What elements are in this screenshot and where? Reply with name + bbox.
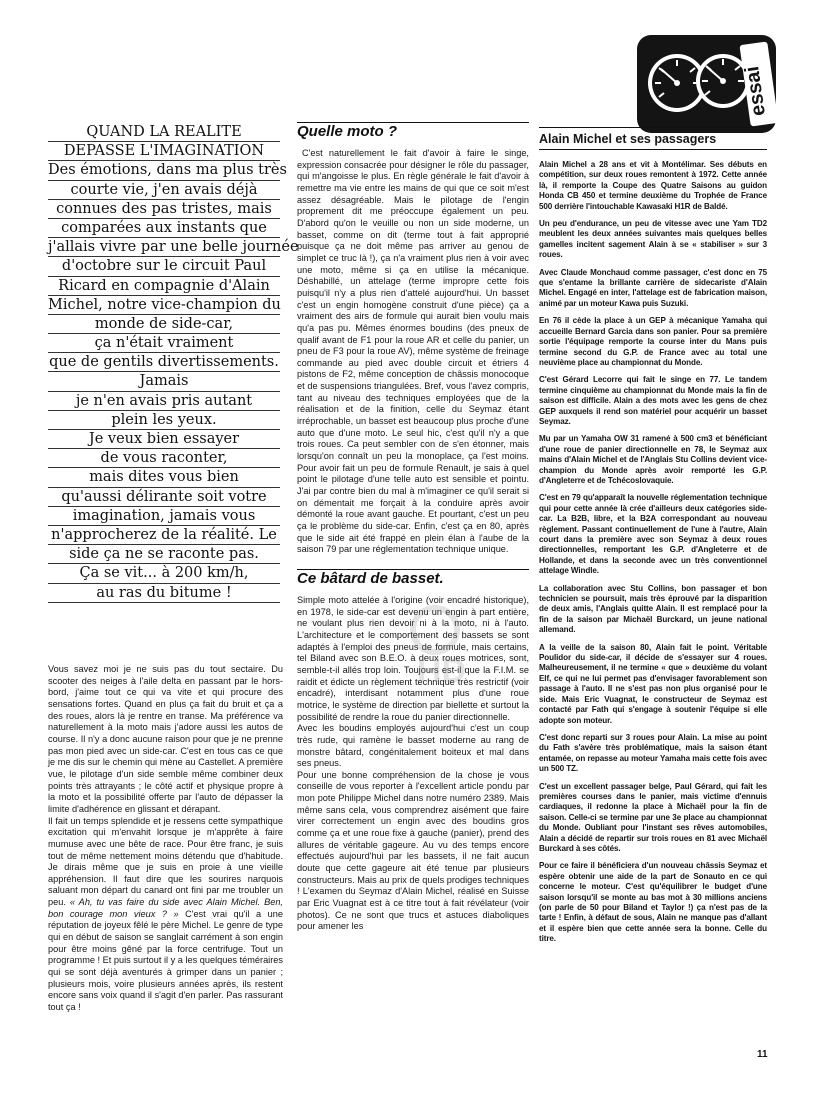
intro-line: d'octobre sur le circuit Paul (48, 257, 280, 276)
intro-line: QUAND LA REALITE (48, 123, 280, 142)
sidebar-paragraph: C'est en 79 qu'apparaît la nouvelle réglementation technique qui pour cette année là crée d'ailleurs deux catégories side-car. La B2B, libre, et la B2A correspondant au nouveau règlement. Passant continuellement de l'une à l'autre, Alain court dans la première avec son Seymaz à deux roues directionnelles, remportant les G.P. d'Angleterre et de Hollande, et dans la seconde avec un très conventionnel attelage Windle. (539, 493, 767, 576)
body-paragraph: Avec les boudins employés aujourd'hui c'est un coup très rude, qui ramène le basset moderne au rang de monstre bâtard, congénitalement boiteux et mal dans ses pneus. (297, 723, 529, 769)
watermark-text: HD (417, 652, 467, 690)
body-paragraph: C'est naturellement le fait d'avoir à faire le singe, expression consacrée pour désigner le rôle du passager, qui m'angoisse le plus. En règle générale le fait d'avoir à remettre ma vie entre les mains de qui que ce soit m'est assez désagréable. Mais le pilotage de l'engin proprement dit me préoccupe également un peu. D'abord qu'on le veuille ou non un side moderne, un basset, comme on dit (terme tout à fait approprié puisque ça ne doit même pas arriver au genou de simplet ce truc là !), ça n'a vraiment plus rien à voir avec une moto, même si ça en utilise la mécanique. Déshabillé, un attelage (terme impropre cette fois puisqu'il n'y a plus rien d'attelé aujourd'hui. Un basset c'est un engin homogène construit d'une pièce) ça a vraiment des airs de formule qui aurait bien voulu mais qu'a pas pu. Mêmes énormes boudins (des pneux de qualif avant de F1 pour la roue AR et celle du panier, un pneu de F3 pour la roue AV), même système de freinage commande au pied avec double circuit et étriers 4 pistons de F2, même conception de châssis monocoque et de suspensions triangulées. Bref, vous l'avez compris, tant au niveau des techniques employées que de la réalisation et de la finition, celle du Seymaz étant irréprochable, un basset est beaucoup plus proche d'une auto que d'une moto. Le seul hic, c'est qu'il n'y a que trois roues. Ca peut sembler con de s'en étonner, mais lorsqu'on connaît un peu la monoplace, ça l'est moins. Pour avoir fait un peu de formule Renault, je sais à quel point le pilotage d'une telle auto est sensible et pointu. J'ai par contre bien du mal à m'imaginer ce qu'il serait si on démentait me forçait à la conduire après avoir démonté la roue avant gauche. Et pourtant, c'est un peu ça le problème du side-car. Enfin, c'est ça en 80, après que le side ait été frappé en plein élan à l'aube de la saison 79 par une réglementation technique unique. (297, 148, 529, 555)
section-rule (539, 127, 767, 128)
essai-logo (637, 35, 776, 133)
sidebar-paragraph: Mu par un Yamaha OW 31 ramené à 500 cm3 et bénéficiant d'une roue de panier directionnelle en 78, le Seymaz aux mains d'Alain Michel et de l'Anglais Stu Collins devient vice-champion du Monde après avoir remporté les G.P. d'Angleterre et de Tchécoslovaquie. (539, 434, 767, 485)
sidebar-paragraph: Avec Claude Monchaud comme passager, c'est donc en 75 que s'entame la brillante carrière de sidecariste d'Alain Michel. Engagé en inter, l'attelage est de fabrication maison, animé par un moteur Kawa puis Suzuki. (539, 267, 767, 308)
sidebar-paragraph: La collaboration avec Stu Collins, bon passager et bon technicien se poursuit, mais très éprouvé par la disparition de deux amis, l'Anglais quitte Alain. Il est remplacé pour la fin de la saison par Michaël Burckard, un jeune national allemand. (539, 583, 767, 635)
intro-handwritten (48, 123, 299, 603)
intro-line: Michel, notre vice-champion du (48, 296, 280, 315)
body-paragraph: Simple moto attelée à l'origine (voir encadré historique), en 1978, le side-car est devenu un engin à part entière, ne voulant plus rien devoir ni à la moto, ni à l'auto. L'architecture et le comportement des bassets se sont adaptés à l'emploi des pneus de formule, mais certains, tel Biland avec son B.E.O. à deux roues motrices, sont, semble-t-il allés trop loin. Toujours est-il que la F.I.M. se raidit et édicte un règlement technique très restrictif (voir encadré), interdisant notamment plus d'une roue motrice, le système de direction par biellette et surtout la possibilité de rendre la roue du panier directionnelle. (297, 594, 529, 722)
left-column (48, 664, 283, 1014)
intro-line: courte vie, j'en avais déjà (48, 181, 280, 200)
intro-line: side ça ne se raconte pas. (48, 545, 280, 564)
intro-line: que de gentils divertissements. (48, 353, 280, 372)
middle-column (297, 122, 529, 933)
section-title: Ce bâtard de basset. (297, 569, 444, 587)
body-text: C'est vrai qu'il a une réputation de joyeux fêlé le père Michel. Le genre de type qui en début de saison se sanglait carrément à son engin pour être moins gêné par la force centrifuge. Tout un programme ! Et puis surtout il y a les quelques téméraires qui se sont déjà aventurés à grimper dans un panier ; plusieurs mois, voire plusieurs années après, ils restent encore sans voix quand il s'agit d'en parler. Pas rassurant tout ça ! (48, 908, 283, 1013)
intro-line: mais dites vous bien (48, 468, 280, 487)
intro-line: Jamais (48, 372, 280, 391)
intro-line: connues des pas tristes, mais (48, 200, 280, 219)
body-paragraph: Vous savez moi je ne suis pas du tout sectaire. Du scooter des neiges à l'aile delta en passant par le hors-bord, j'aime tout ce qui va vite et qui procure des sensations fortes. Quand en plus ça fait du bruit et ça a des roues, alors là je rentre en transe. Ma préférence va naturellement à la moto mais j'adore aussi les autos de course. Il n'y a donc aucune raison pour que je ne prenne pas mon pied avec un side-car. C'est en tous cas ce que je me dis sur le chemin qui mène au Castellet. A première vue, le pilotage d'un side semble même combiner deux points très attrayants ; le côté actif et physique propre à la moto et la possibilité offerte par l'auto de dépasser la limite d'adhérence en glissant et dérapant. (48, 664, 283, 814)
watermark-logo (395, 600, 495, 690)
right-column (539, 127, 767, 952)
intro-line: au ras du bitume ! (48, 584, 280, 603)
intro-line: de vous raconter, (48, 449, 280, 468)
sidebar-paragraph: Alain Michel a 28 ans et vit à Montélimar. Ses débuts en compétition, sur deux roues remontent à 1972. Cette année là, il remporte la Coupe des Quatre Saisons au guidon Honda CB 450 et termine deuxième du Trophée de France 500 derrière l'intouchable Kawasaki H1R de Baldé. (539, 160, 767, 211)
intro-line: je n'en avais pris autant (48, 392, 280, 411)
sidebar-paragraph: Pour ce faire il bénéficiera d'un nouveau châssis Seymaz et espère obtenir une aide de la part de Sonauto en ce qui concerne le moteur. C'est qu'équilibrer le budget d'une saison lorsqu'il se monte au bas mot à 30 millions anciens (on parle de 50 pour Biland et Taylor !) ça n'est pas de la tarte ! Enfin, à défaut de sous, Alain ne manque pas d'allant et il espère bien que cette année sera la bonne. Celle du titre. (539, 861, 767, 944)
intro-line: ça n'était vraiment (48, 334, 280, 353)
intro-line: n'approcherez de la réalité. Le (48, 526, 280, 545)
intro-line: monde de side-car, (48, 315, 280, 334)
logo-label: essai (741, 64, 770, 118)
quote-text: « Ah, tu vas faire du side avec Alain Michel. Ben, bon courage mon vieux ? » (48, 897, 283, 919)
sidebar-paragraph: C'est Gérard Lecorre qui fait le singe en 77. Le tandem termine cinquième au championnat du Monde mais la fin de saison est difficile. Alain a des mots avec les gens de chez GEP auxquels il rend son matériel pour acquérir un basset Seymaz. (539, 375, 767, 426)
intro-line: DEPASSE L'IMAGINATION (48, 142, 280, 161)
body-paragraph: Pour une bonne compréhension de la chose je vous conseille de vous reporter à l'excellent article pondu par mon pote Philippe Michel dans notre numéro 2389. Mais même sans cela, vous comprendrez aisément que faire virer correctement un engin avec des boudins gros comme ça et une roue fixe à gauche (panier), prend des allures de véritable gageure. Au vu des temps encore effectués aujourd'hui par les bassets, il ne fait aucun doute que cette gageure ait été tenue par plusieurs constructeurs. Mais au prix de quels prodiges techniques ! L'examen du Seymaz d'Alain Michel, réalisé en Suisse par Eric Vuagnat est à ce titre tout à fait révélateur (voir photos). Ce ne sont que trucs et astuces diaboliques pour amener les (297, 769, 529, 932)
body-text: Il fait un temps splendide et je ressens cette sympathique excitation qui m'envahit lorsque je m'apprête à faire mumuse avec une bête de race. Pour être franc, je suis tout de même nettement moins détendu que d'habitude. Je dirais même que je suis en proie à une vieille appréhension. Il faut dire que les sourires narquois saluant mon départ du canard ont fini par me troubler un peu. (48, 815, 283, 908)
sidebar-paragraph: En 76 il cède la place à un GEP à mécanique Yamaha qui accueille Bernard Garcia dans son panier. Pour sa première sortie l'équipage remporte la course inter du Mans puis termine second du G.P. de France avec au total une neuvième place au championnat du Monde. (539, 316, 767, 367)
body-paragraph (48, 816, 283, 1014)
section-title: Quelle moto ? (297, 123, 398, 140)
intro-line: imagination, jamais vous (48, 507, 280, 526)
intro-line: Ça se vit... à 200 km/h, (48, 564, 280, 583)
sidebar-paragraph: Un peu d'endurance, un peu de vitesse avec une Yam TD2 meublent les deux années suivantes mais quelques belles gamelles incitent sagement Alain à se « stabiliser » sur 3 roues. (539, 219, 767, 260)
sidebar-paragraph: C'est donc reparti sur 3 roues pour Alain. La mise au point du Fath s'avère très problématique, mais la saison étant entamée, on repasse au moteur Yamaha mais cette fois avec un 500 TZ. (539, 732, 767, 774)
section-rule (539, 149, 767, 150)
intro-line: j'allais vivre par une belle journée (48, 238, 280, 257)
intro-line: Je veux bien essayer (48, 430, 280, 449)
page-number: 11 (757, 1049, 768, 1060)
intro-line: plein les yeux. (48, 411, 280, 430)
intro-line: qu'aussi délirante soit votre (48, 488, 280, 507)
sidebar-title: Alain Michel et ses passagers (539, 132, 717, 146)
intro-line: Ricard en compagnie d'Alain (48, 277, 280, 296)
intro-line: Des émotions, dans ma plus très (48, 161, 280, 180)
sidebar-paragraph: C'est un excellent passager belge, Paul Gérard, qui fait les premières courses dans le panier, mais victime d'ennuis cardiaques, il redonne la place à Michaël pour la fin de saison. Celle-ci se termine par une 3e place au championnat du Monde. Oubliant pour l'instant ses rêves automobiles, Alain a décidé de repartir sur trois roues en 81 avec Michaël Burckard à ses côtés. (539, 781, 767, 853)
intro-line: comparées aux instants que (48, 219, 280, 238)
sidebar-paragraph: A la veille de la saison 80, Alain fait le point. Véritable Poulidor du side-car, il décide de s'essayer sur 4 roues. Malheureusement, il ne termine « que » deuxième du volant Elf, ce qui ne lui permet pas d'envisager favorablement son passage à l'auto. Il ne s'est pas non plus organisé pour le side. Mais Eric Vuagnat, le constructeur de Seymaz est contacté par Fath qui s'engage à soutenir l'équipe si elle adopte son moteur. (539, 642, 767, 725)
